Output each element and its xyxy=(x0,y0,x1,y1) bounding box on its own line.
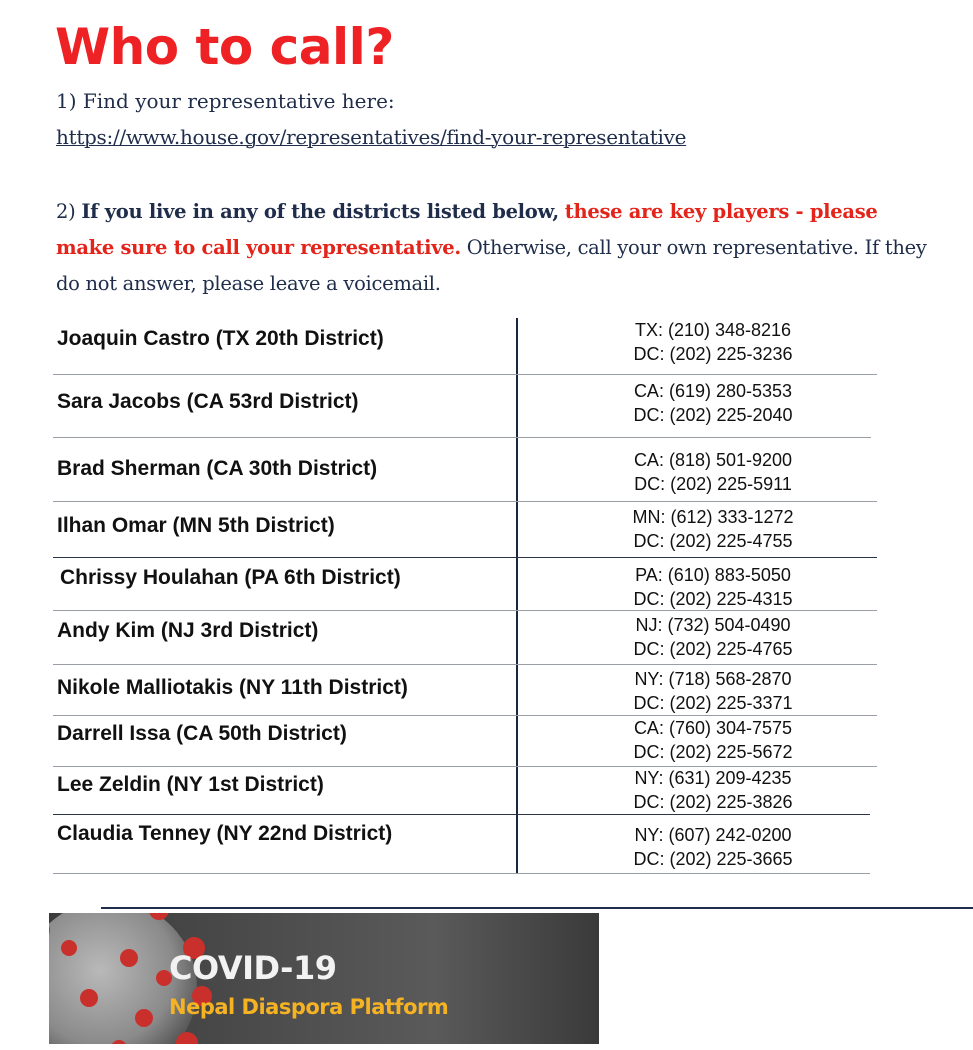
phone-numbers xyxy=(613,379,813,427)
phone-numbers xyxy=(613,716,813,764)
dc-phone: DC: (202) 225-5911 xyxy=(634,474,792,494)
row-divider xyxy=(53,873,870,874)
step2-key-players-text: these are key players - please make sure to call your representative. xyxy=(56,200,878,259)
table-row xyxy=(53,716,877,767)
dc-phone: DC: (202) 225-3826 xyxy=(633,792,793,812)
banner-title: COVID-19 xyxy=(169,949,337,987)
horizontal-rule xyxy=(101,907,973,909)
phone-numbers xyxy=(613,766,813,814)
page-title: Who to call? xyxy=(55,18,394,76)
representative-name: Ilhan Omar (MN 5th District) xyxy=(57,514,335,537)
step2-number: 2) xyxy=(56,200,76,223)
table-row xyxy=(53,767,877,815)
representative-name: Darrell Issa (CA 50th District) xyxy=(57,722,347,745)
local-phone: CA: (619) 280-5353 xyxy=(633,381,793,401)
representative-name: Chrissy Houlahan (PA 6th District) xyxy=(60,566,401,589)
step2-bold-text: If you live in any of the districts listed below, xyxy=(81,200,559,223)
phone-numbers xyxy=(613,318,813,366)
table-row xyxy=(53,665,877,716)
dc-phone: DC: (202) 225-4315 xyxy=(633,589,793,609)
representative-name: Brad Sherman (CA 30th District) xyxy=(57,457,378,480)
representative-name: Nikole Malliotakis (NY 11th District) xyxy=(57,676,408,699)
local-phone: CA: (818) 501-9200 xyxy=(633,450,793,470)
covid-banner xyxy=(49,913,599,1044)
table-row xyxy=(53,815,877,874)
representative-name: Claudia Tenney (NY 22nd District) xyxy=(57,822,393,845)
dc-phone: DC: (202) 225-2040 xyxy=(633,405,793,425)
representative-name: Lee Zeldin (NY 1st District) xyxy=(57,773,324,796)
dc-phone: DC: (202) 225-3371 xyxy=(633,693,793,713)
local-phone: CA: (760) 304-7575 xyxy=(633,718,793,738)
dc-phone: DC: (202) 225-4765 xyxy=(633,639,793,659)
local-phone: NJ: (732) 504-0490 xyxy=(635,615,791,635)
phone-numbers xyxy=(613,448,813,496)
step2-paragraph xyxy=(56,194,936,302)
local-phone: NY: (607) 242-0200 xyxy=(634,825,792,845)
dc-phone: DC: (202) 225-3236 xyxy=(633,344,793,364)
table-row xyxy=(53,318,877,375)
find-representative-link[interactable]: https://www.house.gov/representatives/find-your-representative xyxy=(56,125,687,149)
table-row xyxy=(53,375,877,438)
local-phone: PA: (610) 883-5050 xyxy=(635,565,791,585)
contacts-table xyxy=(53,318,877,874)
local-phone: TX: (210) 348-8216 xyxy=(634,320,792,340)
phone-numbers xyxy=(613,563,813,611)
representative-name: Andy Kim (NJ 3rd District) xyxy=(57,619,319,642)
phone-numbers xyxy=(613,613,813,661)
table-row xyxy=(53,611,877,665)
local-phone: NY: (631) 209-4235 xyxy=(634,768,792,788)
local-phone: MN: (612) 333-1272 xyxy=(632,507,794,527)
representative-name: Joaquin Castro (TX 20th District) xyxy=(57,327,384,350)
step2-instructions-text: Otherwise, call your own representative. If they do not answer, please leave a voicemail. xyxy=(56,236,927,295)
dc-phone: DC: (202) 225-4755 xyxy=(633,531,793,551)
representative-name: Sara Jacobs (CA 53rd District) xyxy=(57,390,359,413)
phone-numbers xyxy=(613,505,813,553)
banner-subtitle: Nepal Diaspora Platform xyxy=(169,995,449,1019)
step1-text: 1) Find your representative here: xyxy=(56,89,395,113)
table-row xyxy=(53,502,877,558)
phone-numbers xyxy=(613,667,813,715)
table-row xyxy=(53,438,877,502)
local-phone: NY: (718) 568-2870 xyxy=(634,669,792,689)
dc-phone: DC: (202) 225-5672 xyxy=(633,742,793,762)
table-row xyxy=(53,558,877,611)
phone-numbers xyxy=(613,823,813,871)
dc-phone: DC: (202) 225-3665 xyxy=(633,849,793,869)
